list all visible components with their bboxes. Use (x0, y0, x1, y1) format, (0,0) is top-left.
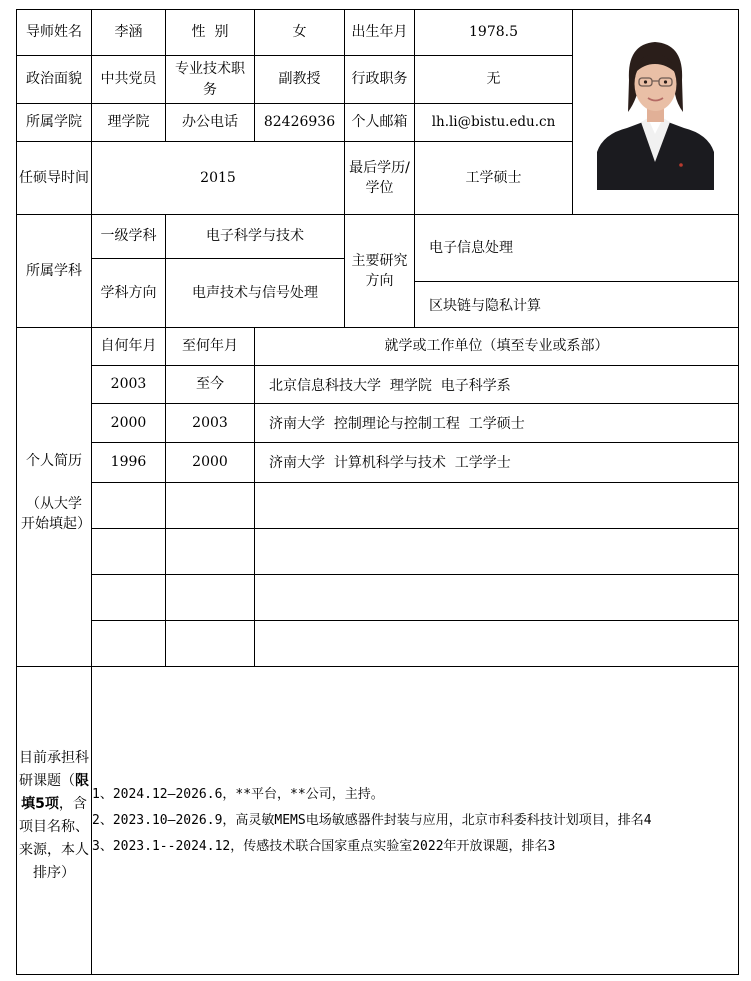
projects-label-a: 目前承担科研课题（ (19, 750, 89, 789)
projects-label-c: ，含项目名称、来源，本人排序） (19, 796, 89, 881)
tenure-label: 任硕导时间 (16, 141, 92, 215)
discipline-label: 所属学科 (16, 214, 92, 328)
resume-label: 个人简历 (26, 453, 82, 469)
direction-label: 学科方向 (91, 258, 166, 328)
resume-to: 至今 (165, 365, 255, 404)
research-label: 主要研究方向 (344, 214, 415, 328)
resume-header-to: 至何年月 (165, 327, 255, 366)
projects-label-limit: 限填5项 (21, 773, 89, 812)
resume-from (91, 528, 166, 575)
title-label: 专业技术职务 (165, 55, 255, 104)
resume-unit: 北京信息科技大学 理学院 电子科学系 (254, 365, 739, 404)
email-value: lh.li@bistu.edu.cn (414, 103, 573, 142)
resume-to: 2000 (165, 442, 255, 483)
phone-value: 82426936 (254, 103, 345, 142)
resume-from (91, 482, 166, 529)
resume-from: 2003 (91, 365, 166, 404)
resume-unit (254, 528, 739, 575)
resume-from (91, 574, 166, 621)
admin-label: 行政职务 (344, 55, 415, 104)
resume-label-note: （从大学开始填起） (21, 496, 91, 533)
direction-value: 电声技术与信号处理 (165, 258, 345, 328)
gender-value: 女 (254, 9, 345, 56)
resume-unit (254, 482, 739, 529)
resume-to (165, 482, 255, 529)
projects-label-cell (16, 666, 92, 975)
resume-from (91, 620, 166, 667)
college-label: 所属学院 (16, 103, 92, 142)
name-label: 导师姓名 (16, 9, 92, 56)
degree-value: 工学硕士 (414, 141, 573, 215)
political-label: 政治面貌 (16, 55, 92, 104)
resume-header-from: 自何年月 (91, 327, 166, 366)
resume-unit (254, 620, 739, 667)
resume-from: 1996 (91, 442, 166, 483)
admin-value: 无 (414, 55, 573, 104)
college-value: 理学院 (91, 103, 166, 142)
resume-to: 2003 (165, 403, 255, 443)
research-item-2: 区块链与隐私计算 (414, 281, 739, 328)
title-value: 副教授 (254, 55, 345, 104)
research-item-1: 电子信息处理 (414, 214, 739, 282)
level1-value: 电子科学与技术 (165, 214, 345, 259)
portrait-photo-icon (597, 34, 714, 190)
resume-unit (254, 574, 739, 621)
resume-unit: 济南大学 控制理论与控制工程 工学硕士 (254, 403, 739, 443)
project-item: 2、2023.10—2026.9，高灵敏MEMS电场敏感器件封装与应用，北京市科委科技计划项目，排名4 (92, 812, 652, 828)
resume-header-unit: 就学或工作单位（填至专业或系部） (254, 327, 739, 366)
phone-label: 办公电话 (165, 103, 255, 142)
resume-to (165, 528, 255, 575)
resume-label-cell (16, 327, 92, 667)
project-item: 3、2023.1--2024.12，传感技术联合国家重点实验室2022年开放课题，排名3 (92, 838, 556, 854)
tenure-value: 2015 (91, 141, 345, 215)
portrait-photo (597, 34, 714, 190)
political-value: 中共党员 (91, 55, 166, 104)
email-label: 个人邮箱 (344, 103, 415, 142)
level1-label: 一级学科 (91, 214, 166, 259)
birth-label: 出生年月 (344, 9, 415, 56)
resume-unit: 济南大学 计算机科学与技术 工学学士 (254, 442, 739, 483)
projects-list (91, 666, 739, 975)
project-item: 1、2024.12—2026.6，**平台，**公司，主持。 (92, 786, 384, 802)
birth-value: 1978.5 (414, 9, 573, 56)
resume-from: 2000 (91, 403, 166, 443)
gender-label: 性 别 (165, 9, 255, 56)
projects-label (19, 747, 89, 885)
name-value: 李涵 (91, 9, 166, 56)
resume-to (165, 620, 255, 667)
resume-to (165, 574, 255, 621)
photo-cell (572, 9, 739, 215)
degree-label: 最后学历/学位 (344, 141, 415, 215)
